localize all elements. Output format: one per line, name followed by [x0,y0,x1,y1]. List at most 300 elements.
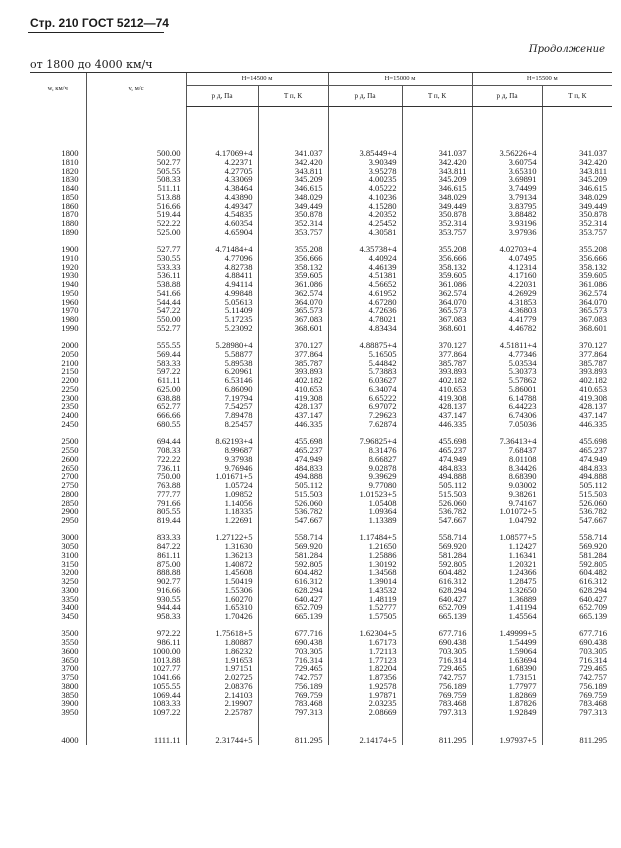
table-cell: 1111.11 [86,717,186,745]
table-cell: 341.037 [402,149,472,158]
table-cell: 361.086 [402,280,472,289]
table-cell: 1083.33 [86,699,186,708]
table-cell: 4.02703+4 [472,245,542,254]
table-cell: 455.698 [402,437,472,446]
column-header-speed-kmh: w, км/ч [30,73,86,107]
table-cell: 769.759 [258,691,328,700]
table-cell: 1940 [61,279,79,290]
group-spacer [30,107,612,150]
table-cell: 500.00 [86,149,186,158]
table-cell: 547.22 [86,306,186,315]
table-cell: 3.65310 [472,167,542,176]
table-cell: 1.87826 [472,699,542,708]
table-cell: 716.314 [258,656,328,665]
table-cell: 783.468 [402,699,472,708]
table-cell: 2550 [61,445,79,456]
table-cell: 8.31476 [328,446,402,455]
table-cell: 652.709 [542,603,612,612]
table-cell: 1.82204 [328,664,402,673]
table-cell: 4.51811+4 [472,341,542,350]
table-cell: 428.137 [258,402,328,411]
table-cell: 4.43890 [186,193,258,202]
table-cell: 348.029 [402,193,472,202]
table-cell: 791.66 [86,499,186,508]
table-cell: 9.74167 [472,499,542,508]
table-cell: 3900 [61,698,79,709]
table-cell: 1.25886 [328,551,402,560]
table-cell: 544.44 [86,298,186,307]
table-cell: 616.312 [258,577,328,586]
table-cell: 350.878 [402,210,472,219]
table-cell: 474.949 [258,455,328,464]
table-cell: 1950 [61,287,79,298]
table-cell: 484.833 [402,464,472,473]
table-cell: 368.601 [402,324,472,333]
table-cell: 592.805 [542,560,612,569]
table-cell: 3.97936 [472,228,542,237]
table-cell: 370.127 [258,341,328,350]
table-cell: 6.74306 [472,411,542,420]
table-cell: 446.335 [402,420,472,429]
table-cell: 8.34426 [472,464,542,473]
table-cell: 513.88 [86,193,186,202]
table-cell: 1890 [61,226,79,237]
table-cell: 1.20321 [472,560,542,569]
table-cell: 581.284 [402,551,472,560]
table-cell: 465.237 [402,446,472,455]
table-cell: 1.16341 [472,551,542,560]
table-cell: 342.420 [258,158,328,167]
table-cell: 1.92578 [328,682,402,691]
table-cell: 1.57505 [328,612,402,621]
table-cell: 4.27705 [186,167,258,176]
table-cell: 359.605 [402,271,472,280]
table-cell: 364.070 [402,298,472,307]
table-cell: 522.22 [86,219,186,228]
table-cell: 368.601 [258,324,328,333]
table-cell: 3.90349 [328,158,402,167]
table-cell: 1.04792 [472,516,542,525]
table-cell: 1.14056 [186,499,258,508]
table-cell: 353.757 [542,228,612,237]
table-cell: 4.38464 [186,184,258,193]
table-cell: 797.313 [402,708,472,717]
table-cell: 1.77977 [472,682,542,691]
table-cell: 1.72113 [328,647,402,656]
table-cell: 345.209 [402,175,472,184]
table-cell: 356.666 [258,254,328,263]
continuation-label: Продолжение [528,44,605,55]
group-header-h14500: H=14500 м [186,73,328,86]
column-header-temperature: T п, К [258,86,328,107]
table-cell: 3.95278 [328,167,402,176]
table-cell: 6.53146 [186,376,258,385]
table-cell: 5.89538 [186,359,258,368]
table-cell: 640.427 [402,595,472,604]
table-cell: 3450 [61,611,79,622]
table-cell: 2450 [61,418,79,429]
table-cell: 355.208 [258,245,328,254]
table-cell: 3500 [61,628,79,639]
table-cell: 716.314 [402,656,472,665]
table-cell: 4.61952 [328,289,402,298]
table-cell: 1013.88 [86,656,186,665]
table-cell: 4.07495 [472,254,542,263]
table-cell: 2750 [61,480,79,491]
table-cell: 811.295 [258,717,328,745]
table-cell: 410.653 [258,385,328,394]
table-cell: 1870 [61,209,79,220]
table-cell: 8.99687 [186,446,258,455]
table-cell: 1.60270 [186,595,258,604]
table-cell: 385.787 [258,359,328,368]
table-cell: 4.49347 [186,202,258,211]
table-cell: 7.89478 [186,411,258,420]
group-header-h15500: H=15500 м [472,73,612,86]
table-cell: 552.77 [86,324,186,333]
table-cell: 4.82738 [186,263,258,272]
table-cell: 519.44 [86,210,186,219]
table-cell: 533.33 [86,263,186,272]
table-cell: 1990 [61,322,79,333]
table-cell: 348.029 [258,193,328,202]
table-cell: 1920 [61,261,79,272]
table-cell: 465.237 [258,446,328,455]
table-cell: 756.189 [258,682,328,691]
table-cell: 365.573 [258,306,328,315]
table-cell: 3000 [61,532,79,543]
table-cell: 6.14788 [472,394,542,403]
table-cell: 365.573 [542,306,612,315]
table-cell: 1820 [61,165,79,176]
table-cell: 3600 [61,645,79,656]
table-cell: 986.11 [86,638,186,647]
table-cell: 1055.55 [86,682,186,691]
table-row [30,708,612,717]
table-cell: 377.864 [542,350,612,359]
table-cell: 8.01108 [472,455,542,464]
table-cell: 465.237 [542,446,612,455]
table-cell: 1.45608 [186,568,258,577]
table-cell: 526.060 [258,499,328,508]
table-cell: 1.21650 [328,542,402,551]
table-cell: 5.16505 [328,350,402,359]
table-cell: 505.112 [258,481,328,490]
table-cell: 6.86090 [186,385,258,394]
table-cell: 2600 [61,453,79,464]
table-cell: 8.66827 [328,455,402,464]
table-cell: 716.314 [542,656,612,665]
table-cell: 558.714 [542,533,612,542]
table-cell: 2700 [61,471,79,482]
table-cell: 4.46139 [328,263,402,272]
table-cell: 437.147 [258,411,328,420]
table-cell: 1.22691 [186,516,258,525]
table-cell: 511.11 [86,184,186,193]
table-row [30,420,612,429]
table-cell: 446.335 [258,420,328,429]
table-cell: 652.709 [402,603,472,612]
table-cell: 419.308 [402,394,472,403]
table-cell: 1830 [61,174,79,185]
table-cell: 1.01072+5 [472,507,542,516]
atmosphere-table [30,72,612,745]
table-cell: 3150 [61,558,79,569]
table-cell: 437.147 [402,411,472,420]
table-cell: 1069.44 [86,691,186,700]
table-cell: 505.112 [402,481,472,490]
table-cell: 536.11 [86,271,186,280]
table-cell: 547.667 [402,516,472,525]
table-cell: 769.759 [402,691,472,700]
table-cell: 437.147 [542,411,612,420]
table-cell: 1.17484+5 [328,533,402,542]
table-cell: 783.468 [258,699,328,708]
table-cell: 1.45564 [472,612,542,621]
table-cell: 7.05036 [472,420,542,429]
table-cell: 9.02878 [328,464,402,473]
table-cell: 2.08376 [186,682,258,691]
table-cell: 410.653 [402,385,472,394]
table-cell: 4.40924 [328,254,402,263]
table-cell: 2250 [61,383,79,394]
table-cell: 1850 [61,191,79,202]
table-cell: 3750 [61,672,79,683]
table-cell: 4.20352 [328,210,402,219]
table-cell: 2900 [61,506,79,517]
table-cell: 494.888 [402,472,472,481]
table-cell: 4.15280 [328,202,402,211]
table-cell: 665.139 [402,612,472,621]
table-cell: 353.757 [258,228,328,237]
table-cell: 2350 [61,401,79,412]
column-header-temperature: T п, К [542,86,612,107]
table-cell: 555.55 [86,341,186,350]
table-cell: 592.805 [402,560,472,569]
table-cell: 1.50419 [186,577,258,586]
group-header-h15000: H=15000 м [328,73,472,86]
table-cell: 944.44 [86,603,186,612]
table-cell: 4.67280 [328,298,402,307]
table-cell: 666.66 [86,411,186,420]
table-cell: 729.465 [258,664,328,673]
table-cell: 341.037 [542,149,612,158]
table-cell: 502.77 [86,158,186,167]
table-cell: 508.33 [86,175,186,184]
table-cell: 4.26929 [472,289,542,298]
table-cell: 569.920 [402,542,472,551]
table-cell: 343.811 [258,167,328,176]
table-cell: 5.57862 [472,376,542,385]
table-cell: 1900 [61,244,79,255]
table-cell: 2.19907 [186,699,258,708]
table-cell: 1.97937+5 [472,717,542,745]
table-cell: 455.698 [542,437,612,446]
table-cell: 3.88482 [472,210,542,219]
table-cell: 3550 [61,637,79,648]
table-cell: 930.55 [86,595,186,604]
table-cell: 2.14103 [186,691,258,700]
table-cell: 7.29623 [328,411,402,420]
table-cell: 515.503 [258,490,328,499]
table-cell: 677.716 [258,629,328,638]
table-cell: 3.74499 [472,184,542,193]
table-cell: 694.44 [86,437,186,446]
table-cell: 385.787 [402,359,472,368]
page-header-title: Стр. 210 ГОСТ 5212—74 [30,16,169,30]
table-cell: 402.182 [542,376,612,385]
table-cell: 7.36413+4 [472,437,542,446]
column-header-pressure: p д, Па [186,86,258,107]
table-cell: 367.083 [258,315,328,324]
table-cell: 3.79134 [472,193,542,202]
table-body [30,107,612,745]
table-cell: 5.30373 [472,367,542,376]
table-cell: 3.69891 [472,175,542,184]
table-cell: 2.31744+5 [186,717,258,745]
table-cell: 9.39629 [328,472,402,481]
table-cell: 6.65222 [328,394,402,403]
table-cell: 364.070 [258,298,328,307]
table-cell: 677.716 [402,629,472,638]
table-cell: 361.086 [542,280,612,289]
table-cell: 393.893 [402,367,472,376]
table-cell: 652.77 [86,402,186,411]
table-cell: 2850 [61,497,79,508]
table-cell: 604.482 [402,568,472,577]
table-cell: 4.99848 [186,289,258,298]
table-cell: 362.574 [542,289,612,298]
table-cell: 515.503 [402,490,472,499]
table-cell: 4.54835 [186,210,258,219]
table-cell: 4.35738+4 [328,245,402,254]
table-cell: 1.30192 [328,560,402,569]
table-cell: 341.037 [258,149,328,158]
table-cell: 350.878 [542,210,612,219]
table-cell: 342.420 [402,158,472,167]
table-cell: 583.33 [86,359,186,368]
table-cell: 1.75618+5 [186,629,258,638]
table-cell: 703.305 [402,647,472,656]
table-cell: 1.54499 [472,638,542,647]
speed-range-caption: от 1800 до 4000 км/ч [30,58,153,71]
table-cell: 1.12427 [472,542,542,551]
table-cell: 1.36213 [186,551,258,560]
table-cell: 358.132 [542,263,612,272]
table-cell: 665.139 [542,612,612,621]
table-cell: 358.132 [258,263,328,272]
table-cell: 819.44 [86,516,186,525]
table-cell: 365.573 [402,306,472,315]
table-cell: 736.11 [86,464,186,473]
table-cell: 410.653 [542,385,612,394]
table-cell: 4.22031 [472,280,542,289]
table-cell: 538.88 [86,280,186,289]
table-cell: 494.888 [542,472,612,481]
table-cell: 547.667 [542,516,612,525]
table-cell: 364.070 [542,298,612,307]
table-cell: 4.22371 [186,158,258,167]
table-cell: 4.51381 [328,271,402,280]
table-cell: 604.482 [542,568,612,577]
table-cell: 3300 [61,584,79,595]
table-cell: 1910 [61,252,79,263]
table-cell: 592.805 [258,560,328,569]
table-cell: 1.24366 [472,568,542,577]
table-cell: 1.62304+5 [328,629,402,638]
table-cell: 419.308 [258,394,328,403]
table-cell: 4.17069+4 [186,149,258,158]
table-cell: 1.34568 [328,568,402,577]
table-cell: 4.78021 [328,315,402,324]
table-cell: 358.132 [402,263,472,272]
table-cell: 677.716 [542,629,612,638]
table-cell: 3250 [61,576,79,587]
table-cell: 1.65310 [186,603,258,612]
table-cell: 9.03002 [472,481,542,490]
table-cell: 356.666 [402,254,472,263]
table-cell: 4.10236 [328,193,402,202]
table-cell: 6.20961 [186,367,258,376]
table-cell: 742.757 [402,673,472,682]
table-cell: 6.34074 [328,385,402,394]
table-cell: 346.615 [258,184,328,193]
table-cell: 525.00 [86,228,186,237]
table-cell: 7.19794 [186,394,258,403]
table-cell: 3350 [61,593,79,604]
table-cell: 1.01671+5 [186,472,258,481]
table-cell: 4.36803 [472,306,542,315]
table-cell: 361.086 [258,280,328,289]
table-cell: 7.54257 [186,402,258,411]
table-row [30,516,612,525]
column-header-speed-ms: v, м/с [86,73,186,107]
table-cell: 1.80887 [186,638,258,647]
table-cell: 861.11 [86,551,186,560]
table-cell: 1.08577+5 [472,533,542,542]
header-underline [28,32,164,33]
table-cell: 690.438 [258,638,328,647]
table-cell: 7.68437 [472,446,542,455]
table-cell: 1.49999+5 [472,629,542,638]
table-cell: 916.66 [86,586,186,595]
table-cell: 4000 [61,735,79,746]
table-cell: 604.482 [258,568,328,577]
table-cell: 972.22 [86,629,186,638]
table-cell: 4.65904 [186,228,258,237]
table-row [30,324,612,333]
table-cell: 516.66 [86,202,186,211]
table-cell: 1.97151 [186,664,258,673]
table-cell: 352.314 [542,219,612,228]
table-cell: 1.86232 [186,647,258,656]
table-cell: 3400 [61,602,79,613]
table-cell: 6.03627 [328,376,402,385]
table-cell: 703.305 [542,647,612,656]
table-cell: 797.313 [258,708,328,717]
table-cell: 428.137 [402,402,472,411]
table-cell: 769.759 [542,691,612,700]
table-cell: 777.77 [86,490,186,499]
table-cell: 484.833 [258,464,328,473]
table-cell: 419.308 [542,394,612,403]
table-cell: 569.920 [258,542,328,551]
table-cell: 729.465 [542,664,612,673]
table-cell: 1980 [61,314,79,325]
table-cell: 9.77080 [328,481,402,490]
table-cell: 1.28475 [472,577,542,586]
table-cell: 902.77 [86,577,186,586]
